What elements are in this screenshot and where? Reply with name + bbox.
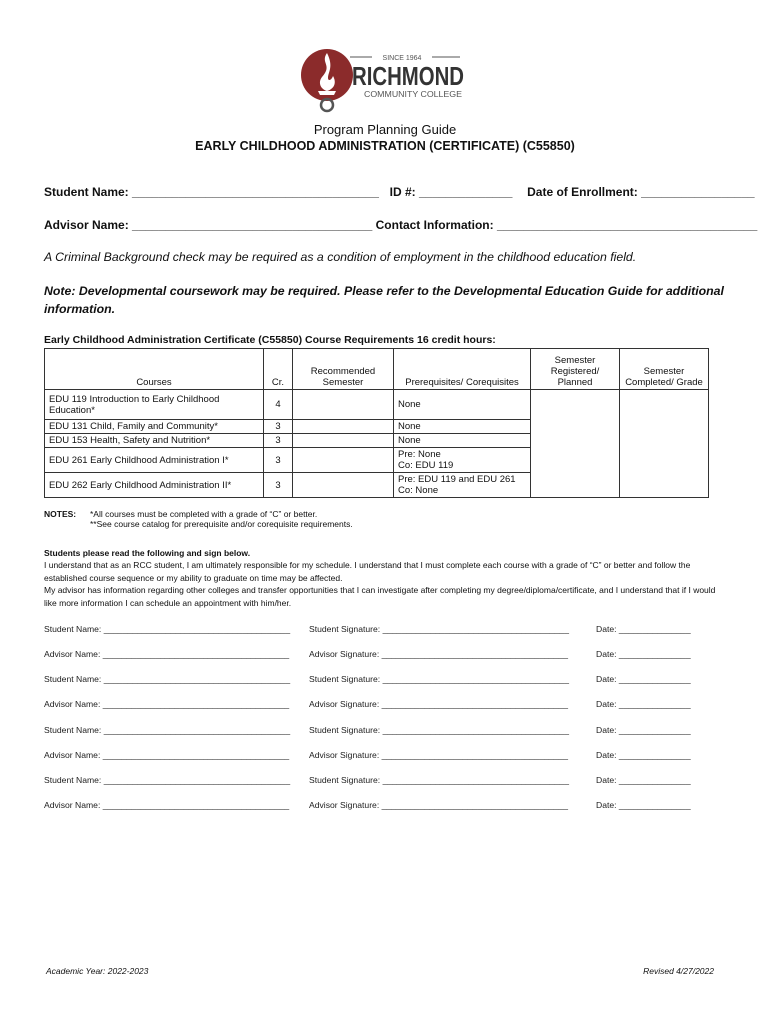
credit-cell: 3 [264, 434, 293, 448]
course-requirements-table [44, 348, 709, 498]
recommended-cell[interactable] [293, 390, 394, 420]
col-prereq: Prerequisites/ Corequisites [394, 349, 531, 390]
academic-year: Academic Year: 2022-2023 [46, 966, 149, 976]
signature-field[interactable]: Advisor Signature: _______________________________________ [309, 750, 569, 760]
course-cell: EDU 262 Early Childhood Administration II* [45, 473, 264, 498]
program-title: EARLY CHILDHOOD ADMINISTRATION (CERTIFICATE) (C55850) [195, 139, 575, 153]
name-field[interactable]: Advisor Name: _______________________________________ [44, 649, 290, 659]
prereq-cell: None [394, 420, 531, 434]
date-field[interactable]: Date: _______________ [596, 725, 691, 735]
table-row [45, 390, 709, 420]
enrollment-date-field[interactable]: Date of Enrollment: _________________ [527, 185, 755, 199]
signature-field[interactable]: Advisor Signature: _______________________________________ [309, 699, 569, 709]
credit-cell: 3 [264, 473, 293, 498]
name-field[interactable]: Advisor Name: _______________________________________ [44, 800, 290, 810]
col-credits: Cr. [264, 349, 293, 390]
prereq-cell: Pre: None Co: EDU 119 [394, 448, 531, 473]
name-field[interactable]: Student Name: _______________________________________ [44, 725, 291, 735]
contact-info-field[interactable]: Contact Information: _______________________________________ [375, 218, 758, 232]
flame-emblem-icon [300, 45, 472, 113]
prereq-cell: Pre: EDU 119 and EDU 261 Co: None [394, 473, 531, 498]
prereq-cell: None [394, 434, 531, 448]
name-field[interactable]: Advisor Name: _______________________________________ [44, 750, 290, 760]
col-completed: Semester Completed/ Grade [620, 349, 709, 390]
name-field[interactable]: Student Name: _______________________________________ [44, 775, 291, 785]
revised-date: Revised 4/27/2022 [643, 966, 714, 976]
developmental-note: Note: Developmental coursework may be required. Please refer to the Developmental Education Guide for additional information. [44, 284, 724, 316]
date-field[interactable]: Date: _______________ [596, 800, 691, 810]
college-logo [300, 45, 472, 113]
id-field[interactable]: ID #: ______________ [389, 185, 513, 199]
course-cell: EDU 261 Early Childhood Administration I* [45, 448, 264, 473]
prereq-cell: None [394, 390, 531, 420]
acknowledgement-heading: Students please read the following and sign below. [44, 548, 251, 558]
advisor-name-field[interactable]: Advisor Name: ____________________________________ [44, 218, 373, 232]
col-courses: Courses [45, 349, 264, 390]
course-notes [44, 509, 353, 529]
signature-field[interactable]: Advisor Signature: _______________________________________ [309, 800, 569, 810]
date-field[interactable]: Date: _______________ [596, 624, 691, 634]
recommended-cell[interactable] [293, 473, 394, 498]
col-recommended: Recommended Semester [293, 349, 394, 390]
notes-label: NOTES: [44, 509, 77, 519]
recommended-cell[interactable] [293, 448, 394, 473]
recommended-cell[interactable] [293, 420, 394, 434]
date-field[interactable]: Date: _______________ [596, 750, 691, 760]
table-header-row [45, 349, 709, 390]
guide-title: Program Planning Guide [313, 122, 457, 137]
registered-cell[interactable] [531, 390, 620, 498]
acknowledgement-para-2: My advisor has information regarding other colleges and transfer opportunities that I can investigate after completing my degree/diploma/certificate, and I understand that if I would like more information I can schedule an appointment with him/her. [44, 585, 716, 608]
course-cell: EDU 119 Introduction to Early Childhood Education* [45, 390, 264, 420]
date-field[interactable]: Date: _______________ [596, 699, 691, 709]
course-cell: EDU 153 Health, Safety and Nutrition* [45, 434, 264, 448]
col-registered: Semester Registered/ Planned [531, 349, 620, 390]
signature-field[interactable]: Student Signature: _______________________________________ [309, 775, 569, 785]
name-field[interactable]: Student Name: _______________________________________ [44, 674, 291, 684]
acknowledgement-text [44, 547, 724, 609]
signature-field[interactable]: Advisor Signature: _______________________________________ [309, 649, 569, 659]
recommended-cell[interactable] [293, 434, 394, 448]
course-cell: EDU 131 Child, Family and Community* [45, 420, 264, 434]
signature-field[interactable]: Student Signature: _______________________________________ [309, 674, 569, 684]
date-field[interactable]: Date: _______________ [596, 775, 691, 785]
signature-field[interactable]: Student Signature: _______________________________________ [309, 725, 569, 735]
logo-since-text: SINCE 1964 [382, 55, 422, 62]
credit-cell: 3 [264, 420, 293, 434]
note-2: **See course catalog for prerequisite and/or corequisite requirements. [90, 519, 353, 529]
requirements-title: Early Childhood Administration Certificate (C55850) Course Requirements 16 credit hours: [44, 334, 496, 346]
logo-sub-text: COMMUNITY COLLEGE [364, 90, 462, 99]
credit-cell: 4 [264, 390, 293, 420]
note-1: *All courses must be completed with a grade of “C” or better. [90, 509, 318, 519]
credit-cell: 3 [264, 448, 293, 473]
date-field[interactable]: Date: _______________ [596, 649, 691, 659]
name-field[interactable]: Student Name: _______________________________________ [44, 624, 291, 634]
student-info-row [44, 185, 755, 199]
student-name-field[interactable]: Student Name: _____________________________________ [44, 185, 379, 199]
criminal-background-note: A Criminal Background check may be required as a condition of employment in the childhood education field. [44, 250, 637, 264]
advisor-info-row [44, 218, 757, 232]
name-field[interactable]: Advisor Name: _______________________________________ [44, 699, 290, 709]
date-field[interactable]: Date: _______________ [596, 674, 691, 684]
logo-name-text: RICHMOND [352, 61, 464, 91]
acknowledgement-para-1: I understand that as an RCC student, I am ultimately responsible for my schedule. I understand that I must complete each course with a grade of “C” or better and follow the established course sequence or my ability to graduate on time may be affected. [44, 560, 691, 583]
signature-field[interactable]: Student Signature: _______________________________________ [309, 624, 569, 634]
completed-cell[interactable] [620, 390, 709, 498]
